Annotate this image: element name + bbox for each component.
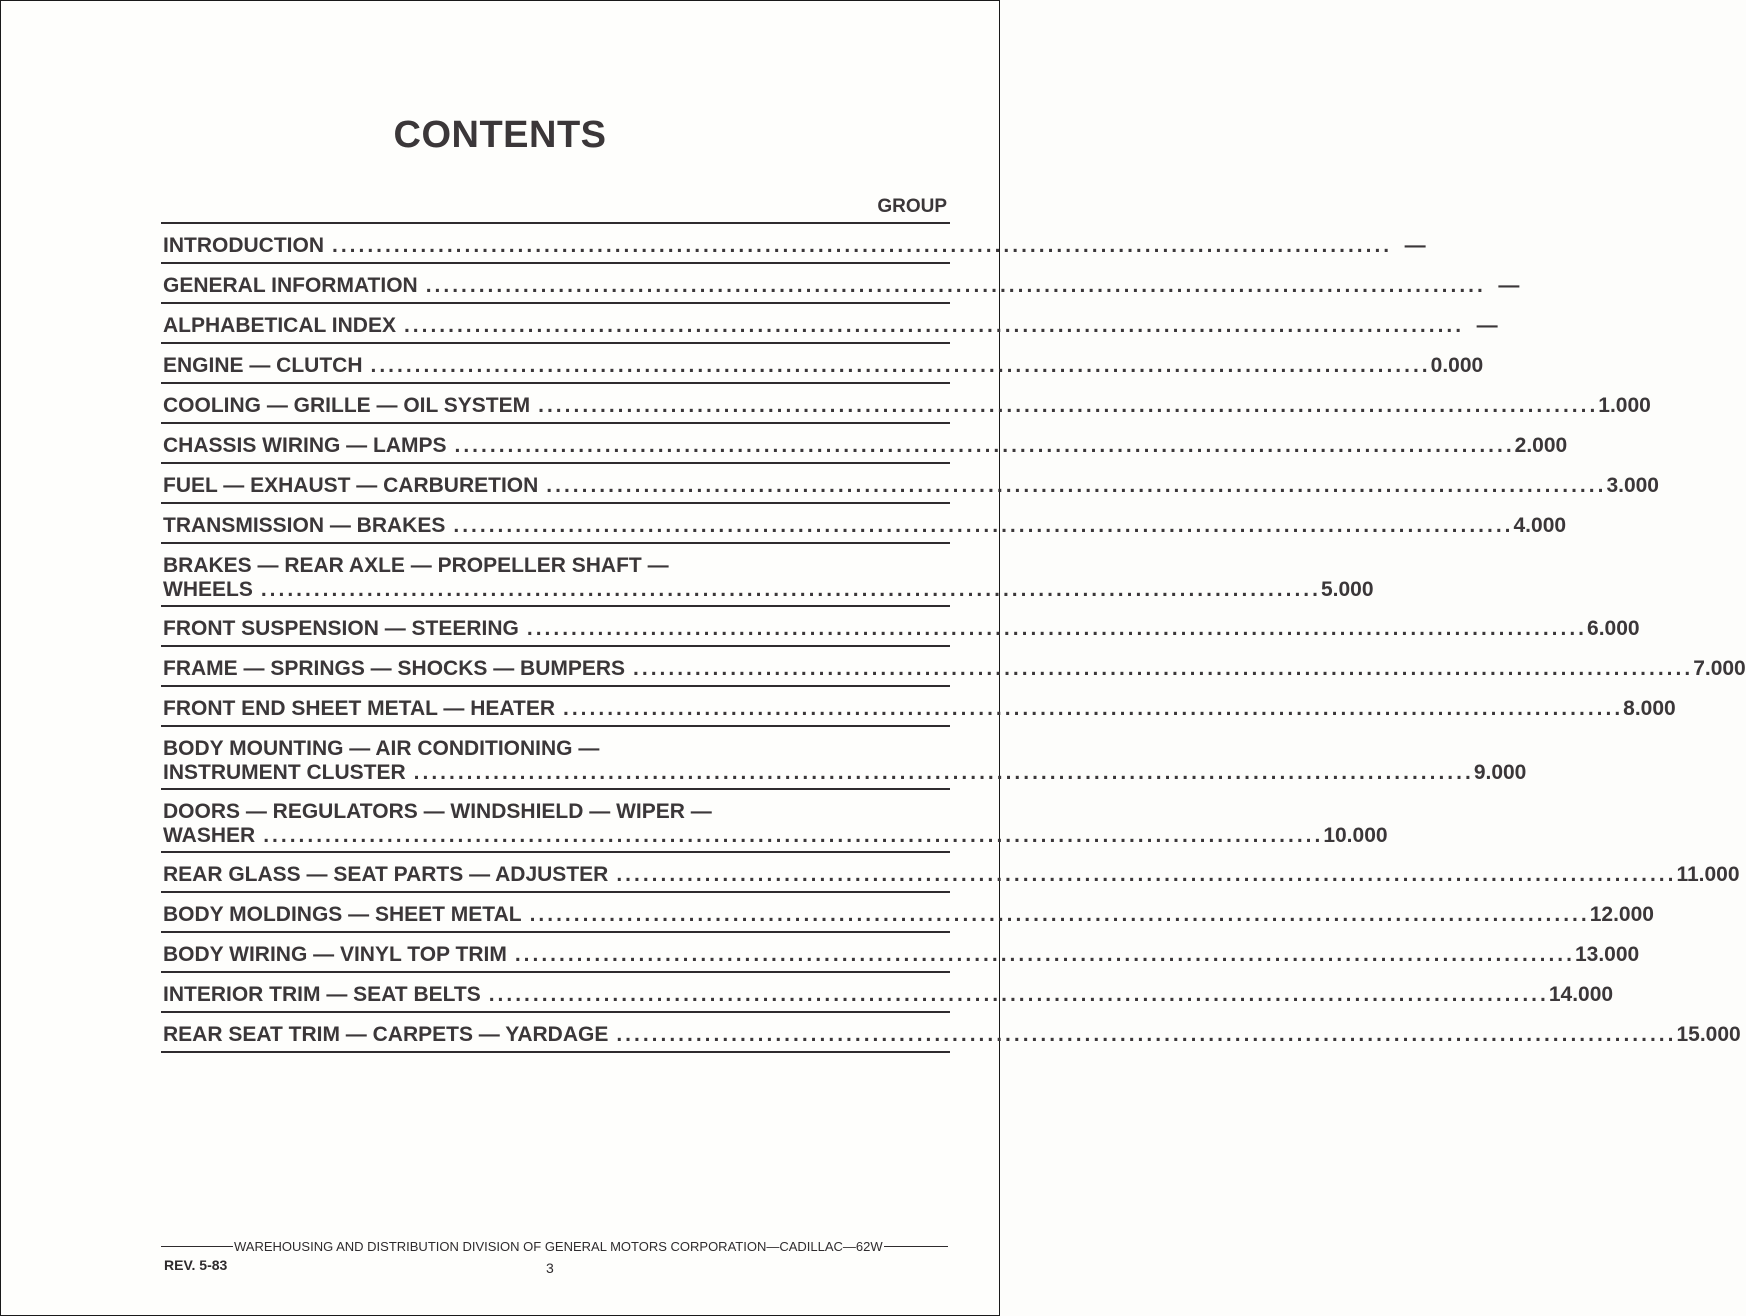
page-title: CONTENTS [393, 114, 607, 156]
toc-entry-group-number: — [1498, 274, 1520, 297]
toc-entry-title: INTRODUCTION [163, 234, 324, 257]
toc-entry-title: FRAME — SPRINGS — SHOCKS — BUMPERS [163, 657, 626, 680]
toc-entry-leader-line [163, 903, 1654, 927]
dot-leader: ........................................................................................................................ [514, 943, 1575, 966]
toc-entry [161, 933, 1640, 973]
toc-entry-leader-line [163, 274, 1520, 298]
toc-entry-group-number: 2.000 [1514, 434, 1568, 457]
toc-entry-title-continued: INSTRUMENT CLUSTER [163, 761, 406, 784]
revision-label: REV. 5-83 [164, 1257, 228, 1273]
toc-entry-leader-line [163, 514, 1567, 538]
toc-entry [161, 893, 1654, 933]
toc-entry-leader-line [163, 394, 1651, 418]
toc-entry-leader-line [163, 314, 1498, 338]
dot-leader: ........................................................................................................................ [563, 697, 1624, 720]
toc-entry-leader-line [163, 863, 1740, 887]
dot-leader: ........................................................................................................................ [529, 903, 1590, 926]
toc-entry-title: CHASSIS WIRING — LAMPS [163, 434, 447, 457]
dot-leader: ........................................................................................................................ [616, 863, 1677, 886]
toc-entry-leader-line [163, 354, 1484, 378]
toc-entry-leader-line [163, 824, 1388, 848]
toc-entry-group-number: 13.000 [1574, 943, 1640, 966]
toc-entry-group-number: 6.000 [1587, 617, 1640, 640]
toc-entry-title: FRONT SUSPENSION — STEERING [163, 617, 519, 640]
toc-entry-title: FRONT END SHEET METAL — HEATER [163, 697, 556, 720]
dot-leader: ........................................................................................................................ [425, 274, 1486, 297]
toc-entry-group-number: 10.000 [1323, 824, 1388, 847]
toc-entry [161, 647, 1746, 687]
dot-leader: ........................................................................................................................ [454, 434, 1515, 457]
dot-leader: ........................................................................................................................ [633, 657, 1694, 680]
toc-entry-title: BODY WIRING — VINYL TOP TRIM [163, 943, 507, 966]
toc-entry-group-number: 14.000 [1548, 983, 1614, 1006]
toc-entry-title: INTERIOR TRIM — SEAT BELTS [163, 983, 481, 1006]
footer-publisher-text: WAREHOUSING AND DISTRIBUTION DIVISION OF GENERAL MOTORS CORPORATION—CADILLAC—62W [234, 1239, 883, 1254]
toc-entry [161, 607, 1640, 647]
dot-leader: ........................................................................................................................ [538, 394, 1599, 417]
dot-leader: ........................................................................................................................ [488, 983, 1549, 1006]
page-number: 3 [546, 1260, 554, 1276]
toc-entry [161, 464, 1659, 504]
group-column-header: GROUP [877, 196, 947, 217]
toc-entry [161, 504, 1567, 544]
toc-entry-title: BODY MOUNTING — AIR CONDITIONING — [163, 737, 600, 760]
toc-entry [161, 544, 1374, 607]
toc-entry-title: REAR GLASS — SEAT PARTS — ADJUSTER [163, 863, 609, 886]
dot-leader: ........................................................................................................................ [413, 761, 1474, 784]
toc-entry [161, 790, 1388, 853]
toc-entry-title: FUEL — EXHAUST — CARBURETION [163, 474, 539, 497]
dot-leader: ........................................................................................................................ [403, 314, 1465, 337]
toc-entry-leader-line [163, 657, 1746, 681]
dot-leader: ........................................................................................................................ [453, 514, 1514, 537]
toc-entry-title: ENGINE — CLUTCH [163, 354, 363, 377]
toc-entry-leader-line [163, 474, 1659, 498]
toc-entry-group-number: — [1404, 234, 1426, 257]
footer-publisher-line [161, 1239, 948, 1254]
toc-entry [161, 973, 1614, 1013]
toc-entry-group-number: 5.000 [1320, 578, 1374, 601]
toc-entry-group-number: 3.000 [1606, 474, 1659, 497]
toc-entry-title: REAR SEAT TRIM — CARPETS — YARDAGE [163, 1023, 609, 1046]
toc-entry-title: ALPHABETICAL INDEX [163, 314, 396, 337]
toc-entry-group-number: 0.000 [1430, 354, 1484, 377]
toc-entry-leader-line [163, 983, 1614, 1007]
toc-entry-group-number: 8.000 [1623, 697, 1676, 720]
toc-entry-title: TRANSMISSION — BRAKES [163, 514, 446, 537]
toc-entry-group-number: 1.000 [1598, 394, 1651, 417]
toc-entry [161, 344, 1484, 384]
dot-leader: ........................................................................................................................ [260, 578, 1321, 601]
toc-entry [161, 727, 1527, 790]
toc-entry-leader-line [163, 761, 1527, 785]
dot-leader: ........................................................................................................................ [526, 617, 1588, 640]
toc-entry-title-continued: WASHER [163, 824, 256, 847]
toc-entry-leader-line [163, 578, 1374, 602]
dot-leader: ........................................................................................................................ [546, 474, 1607, 497]
toc-entry-leader-line [163, 697, 1676, 721]
toc-entry-title: COOLING — GRILLE — OIL SYSTEM [163, 394, 531, 417]
dot-leader: ........................................................................................................................ [332, 234, 1393, 257]
toc-entry-group-number: — [1476, 314, 1498, 337]
toc-entry [161, 424, 1568, 464]
toc-entry [161, 687, 1676, 727]
toc-entry-title-continued: WHEELS [163, 578, 253, 601]
toc-entry-leader-line [163, 234, 1426, 258]
toc-entry [161, 264, 1520, 304]
toc-entry-group-number: 11.000 [1676, 863, 1740, 886]
toc-entry-leader-line [163, 434, 1568, 458]
contents-table [161, 222, 1746, 1053]
dot-leader: ........................................................................................................................ [616, 1023, 1677, 1046]
toc-entry-title: BRAKES — REAR AXLE — PROPELLER SHAFT — [163, 554, 669, 577]
toc-entry-group-number: 4.000 [1513, 514, 1567, 537]
dot-leader: ........................................................................................................................ [263, 824, 1324, 847]
toc-entry-title: BODY MOLDINGS — SHEET METAL [163, 903, 522, 926]
toc-entry [161, 384, 1651, 424]
toc-entry [161, 1013, 1741, 1053]
toc-entry [161, 853, 1740, 893]
toc-entry-group-number: 15.000 [1676, 1023, 1741, 1046]
toc-entry-leader-line [163, 1023, 1741, 1047]
toc-entry [161, 224, 1426, 264]
toc-entry-title: GENERAL INFORMATION [163, 274, 418, 297]
footer-rule-right [884, 1246, 948, 1247]
toc-entry-leader-line [163, 617, 1640, 641]
toc-entry [161, 304, 1498, 344]
toc-entry-group-number: 12.000 [1589, 903, 1654, 926]
toc-entry-group-number: 9.000 [1473, 761, 1527, 784]
toc-entry-group-number: 7.000 [1693, 657, 1746, 680]
toc-entry-leader-line [163, 943, 1640, 967]
dot-leader: ........................................................................................................................ [370, 354, 1431, 377]
toc-entry-title: DOORS — REGULATORS — WINDSHIELD — WIPER — [163, 800, 712, 823]
footer-rule-left [161, 1246, 233, 1247]
